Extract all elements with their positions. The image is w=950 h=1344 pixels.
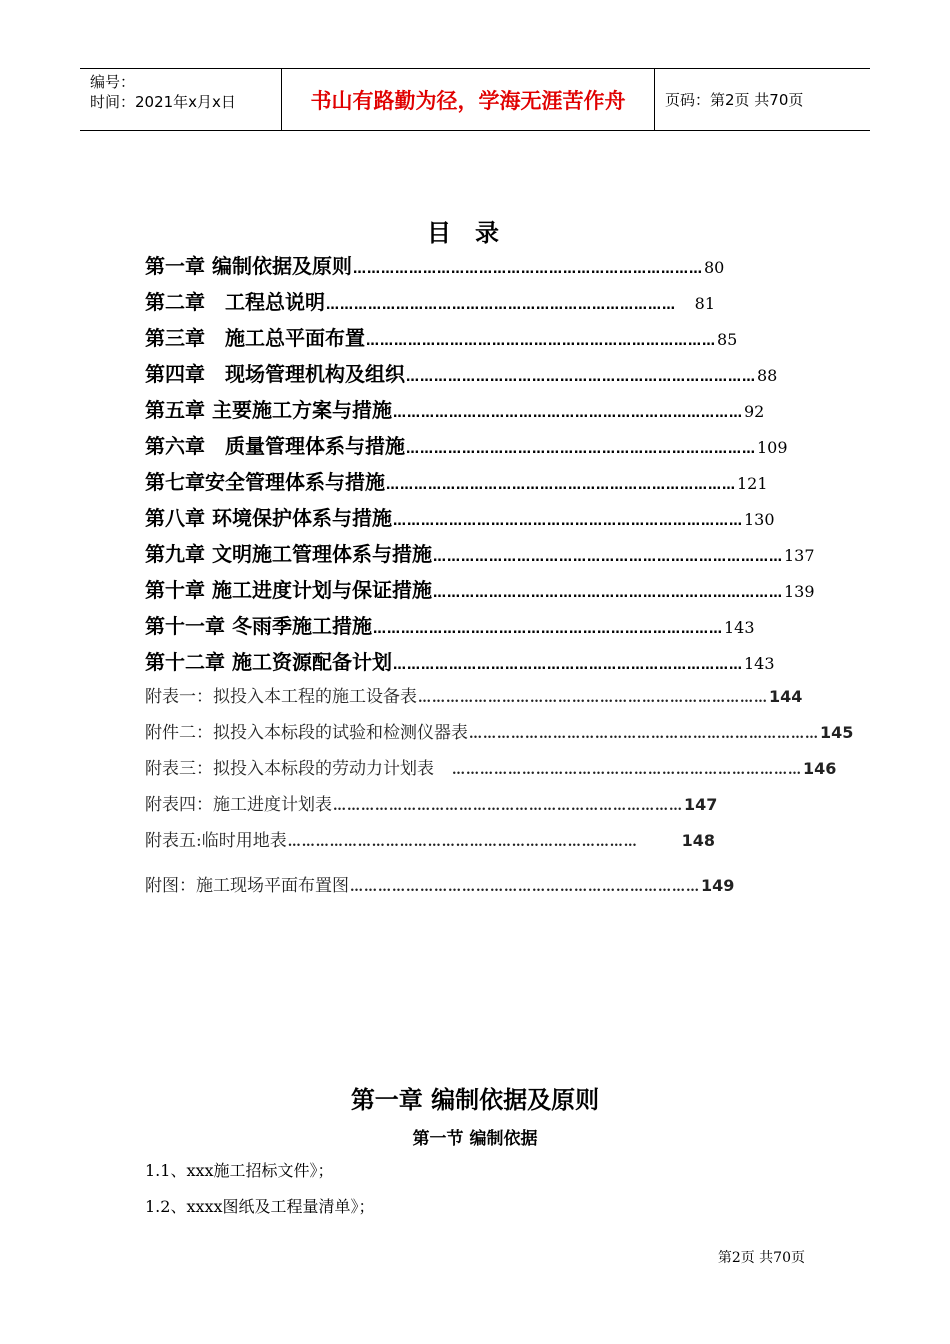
- toc-appendix-label: 附件二：拟投入本标段的试验和检测仪器表: [145, 723, 468, 743]
- toc-leader-dots: …………………………………………………………………: [432, 550, 783, 565]
- toc-entry-page: 139: [783, 582, 815, 601]
- toc-entry-page: 81: [694, 294, 715, 313]
- toc-entry-label: 第八章 环境保护体系与措施: [145, 506, 392, 530]
- toc-entry-label: 第六章 质量管理体系与措施: [145, 434, 405, 458]
- toc-appendix-label: 附表四：施工进度计划表: [145, 795, 332, 815]
- toc-appendix-label: 附表一：拟投入本工程的施工设备表: [145, 687, 417, 707]
- toc-appendix-page: 149: [701, 876, 735, 895]
- toc-appendix[interactable]: [145, 790, 718, 826]
- toc-entry-page: 143: [723, 618, 755, 637]
- toc-appendix[interactable]: [145, 754, 837, 790]
- toc-entry-label: 第十二章 施工资源配备计划: [145, 650, 392, 674]
- toc-appendix-label: 附表五:临时用地表: [145, 831, 287, 851]
- toc-leader-dots: …………………………………………………………………: [432, 586, 783, 601]
- toc-entry-label: 第四章 现场管理机构及组织: [145, 362, 405, 386]
- toc-entry[interactable]: [145, 502, 775, 538]
- toc-leader-dots: …………………………………………………………………: [372, 622, 723, 637]
- toc-leader-dots: …………………………………………………………………: [392, 514, 743, 529]
- header-table: [80, 68, 870, 131]
- toc-entry-label: 第三章 施工总平面布置: [145, 326, 365, 350]
- header-page-info: 页码：第2页 共70页: [665, 91, 804, 109]
- toc-appendix[interactable]: [145, 871, 735, 907]
- toc-entry-page: 143: [743, 654, 775, 673]
- header-info-cell: [80, 69, 282, 130]
- chapter-title: 第一章 编制依据及原则: [350, 1086, 600, 1114]
- toc-leader-dots: …………………………………………………………………: [333, 799, 683, 814]
- toc-entry-label: 第十章 施工进度计划与保证措施: [145, 578, 432, 602]
- toc-leader-dots: …………………………………………………………………: [366, 334, 716, 349]
- toc-title: 目录: [427, 218, 523, 247]
- toc-entry[interactable]: [145, 394, 765, 430]
- toc-entry[interactable]: [145, 322, 738, 358]
- toc-entry-page: 109: [757, 438, 788, 457]
- toc-leader-dots: …………………………………………………………………: [287, 835, 638, 850]
- toc-appendix[interactable]: [145, 718, 854, 754]
- toc-entry-page: 80: [703, 258, 725, 277]
- toc-entry[interactable]: [145, 610, 755, 646]
- toc-entry-page: 137: [783, 546, 815, 565]
- footer-page-info: 第2页 共70页: [717, 1250, 805, 1266]
- toc-leader-dots: …………………………………………………………………: [406, 442, 756, 457]
- toc-entry-page: 88: [757, 366, 778, 385]
- toc-leader-dots: …………………………………………………………………: [352, 262, 703, 277]
- toc-leader-dots: …………………………………………………………………: [350, 880, 700, 895]
- toc-entry-page: 92: [743, 402, 765, 421]
- toc-entry-page: 130: [743, 510, 775, 529]
- toc-leader-dots: …………………………………………………………………: [392, 658, 743, 673]
- toc-leader-dots: …………………………………………………………………: [418, 691, 768, 706]
- toc-entry-label: 第一章 编制依据及原则: [145, 254, 352, 278]
- toc-leader-dots: …………………………………………………………………: [469, 727, 819, 742]
- toc-entry[interactable]: [145, 430, 788, 466]
- number-label: 编号：: [90, 73, 136, 91]
- toc-entry-label: 第十一章 冬雨季施工措施: [145, 614, 372, 638]
- toc-appendix-label: 附图：施工现场平面布置图: [145, 876, 349, 896]
- toc-appendix-page: 144: [769, 687, 803, 706]
- toc-entry[interactable]: [145, 646, 775, 682]
- time-label: 时间：2021年x月x日: [90, 93, 236, 111]
- toc-entry-page: 121: [737, 474, 768, 493]
- toc-entry-label: 第五章 主要施工方案与措施: [145, 398, 392, 422]
- toc-appendix[interactable]: [145, 682, 803, 718]
- toc-entry[interactable]: [145, 250, 725, 286]
- toc-leader-dots: …………………………………………………………………: [386, 478, 736, 493]
- toc-entry[interactable]: [145, 358, 778, 394]
- toc-entry[interactable]: [145, 538, 815, 574]
- toc-entry-label: 第二章 工程总说明: [145, 290, 325, 314]
- body-line: 1.1、xxx施工招标文件》；: [145, 1161, 334, 1180]
- toc-entry[interactable]: [145, 286, 715, 322]
- toc-appendix-page: 146: [803, 759, 837, 778]
- toc-entry-label: 第七章安全管理体系与措施: [145, 470, 385, 494]
- toc-entry-page: 85: [717, 330, 738, 349]
- toc-appendix-label: 附表三：拟投入本标段的劳动力计划表: [145, 759, 451, 779]
- toc-entry[interactable]: [145, 466, 768, 502]
- toc-appendix[interactable]: [145, 826, 715, 862]
- toc-leader-dots: …………………………………………………………………: [392, 406, 743, 421]
- toc-entry[interactable]: [145, 574, 815, 610]
- toc-leader-dots: …………………………………………………………………: [326, 298, 676, 313]
- toc-appendix-page: 145: [820, 723, 854, 742]
- body-line: 1.2、xxxx图纸及工程量清单》；: [145, 1197, 375, 1216]
- section-title: 第一节 编制依据: [412, 1129, 538, 1149]
- toc-appendix-page: 148: [681, 831, 715, 850]
- toc-leader-dots: …………………………………………………………………: [452, 763, 802, 778]
- toc-leader-dots: …………………………………………………………………: [406, 370, 756, 385]
- toc-appendix-page: 147: [684, 795, 718, 814]
- toc-entry-label: 第九章 文明施工管理体系与措施: [145, 542, 432, 566]
- table-of-contents: [145, 250, 854, 907]
- header-motto: 书山有路勤为径，学海无涯苦作舟: [282, 69, 655, 130]
